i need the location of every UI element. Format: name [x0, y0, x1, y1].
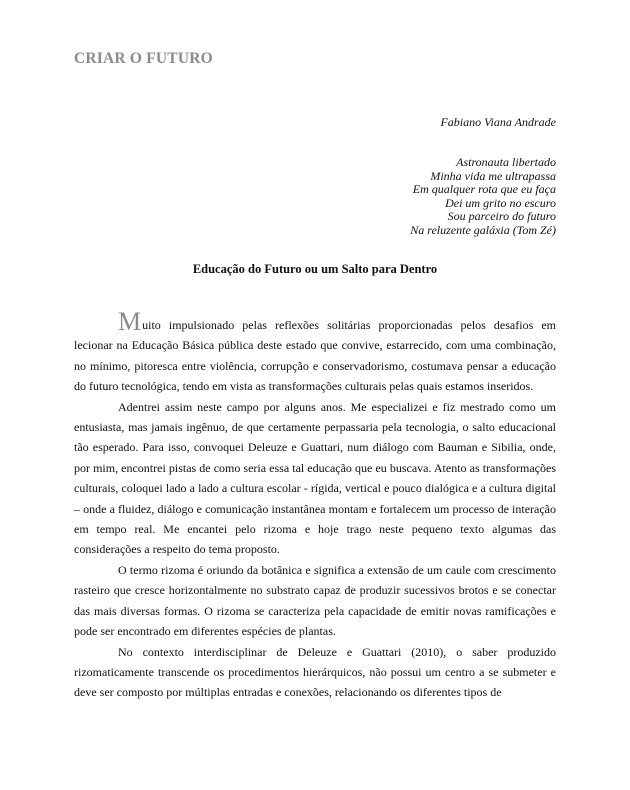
author-name: Fabiano Viana Andrade — [440, 115, 556, 129]
article-title: Educação do Futuro ou um Salto para Dentro — [192, 262, 438, 276]
paragraph-1-text: uito impulsionado pelas reflexões solitárias proporcionadas pelos desafios em lecionar na Educação Básica pública deste estado que convive, estarrecido, com uma combinação, no mínimo, pitoresca entre violência, corrupção e conservadorismo, costumava pensar a educação do futuro tecnológica, tendo em vista as transformações culturais pelas quais estamos inseridos. — [74, 318, 556, 394]
running-header-title: CRIAR O FUTURO — [74, 50, 213, 67]
paragraph-2: Adentrei assim neste campo por alguns anos. Me especializei e fiz mestrado como um entusiasta, mas jamais ingênuo, de que certamente perpassaria pela tecnologia, o salto educacional tão esperado. Para isso, convoquei Deleuze e Guattari, num diálogo com Bauman e Sibilia, onde, por mim, encontrei pistas de como seria essa tal educação que eu buscava. Atento as transformações culturais, coloquei lado a lado a cultura escolar - rígida, vertical e pouco dialógica e a cultura digital – onde a fluidez, diálogo e comunicação instantânea montam e fortalecem um processo de interação em tempo real. Me encantei pelo rizoma e hoje trago neste pequeno texto algumas das considerações a respeito do tema proposto. — [74, 399, 556, 557]
article-body — [74, 307, 556, 703]
epigraph-line: Sou parceiro do futuro — [447, 209, 556, 223]
epigraph-line: Em qualquer rota que eu faça — [412, 182, 556, 196]
drop-cap: M — [118, 307, 142, 336]
epigraph-line: Astronauta libertado — [456, 155, 556, 169]
epigraph-line: Dei um grito no escuro — [445, 195, 556, 210]
paragraph-4: No contexto interdisciplinar de Deleuze e Guattari (2010), o saber produzido rizomaticamente transcende os procedimentos hierárquicos, não possui um centro a se submeter e deve ser composto por múltiplas entradas e conexões, relacionando os diferentes tipos de — [74, 644, 556, 700]
epigraph-line: Minha vida me ultrapassa — [430, 168, 556, 183]
paragraph-3: O termo rizoma é oriundo da botânica e significa a extensão de um caule com crescimento rasteiro que cresce horizontalmente no substrato capaz de produzir sucessivos brotos e se conectar das mais diversas formas. O rizoma se caracteriza pela capacidade de emitir novas ramificações e pode ser encontrado em diferentes espécies de plantas. — [74, 562, 556, 639]
paragraph-1 — [74, 307, 556, 397]
epigraph — [410, 156, 556, 237]
epigraph-line: Na reluzente galáxia (Tom Zé) — [410, 222, 556, 237]
